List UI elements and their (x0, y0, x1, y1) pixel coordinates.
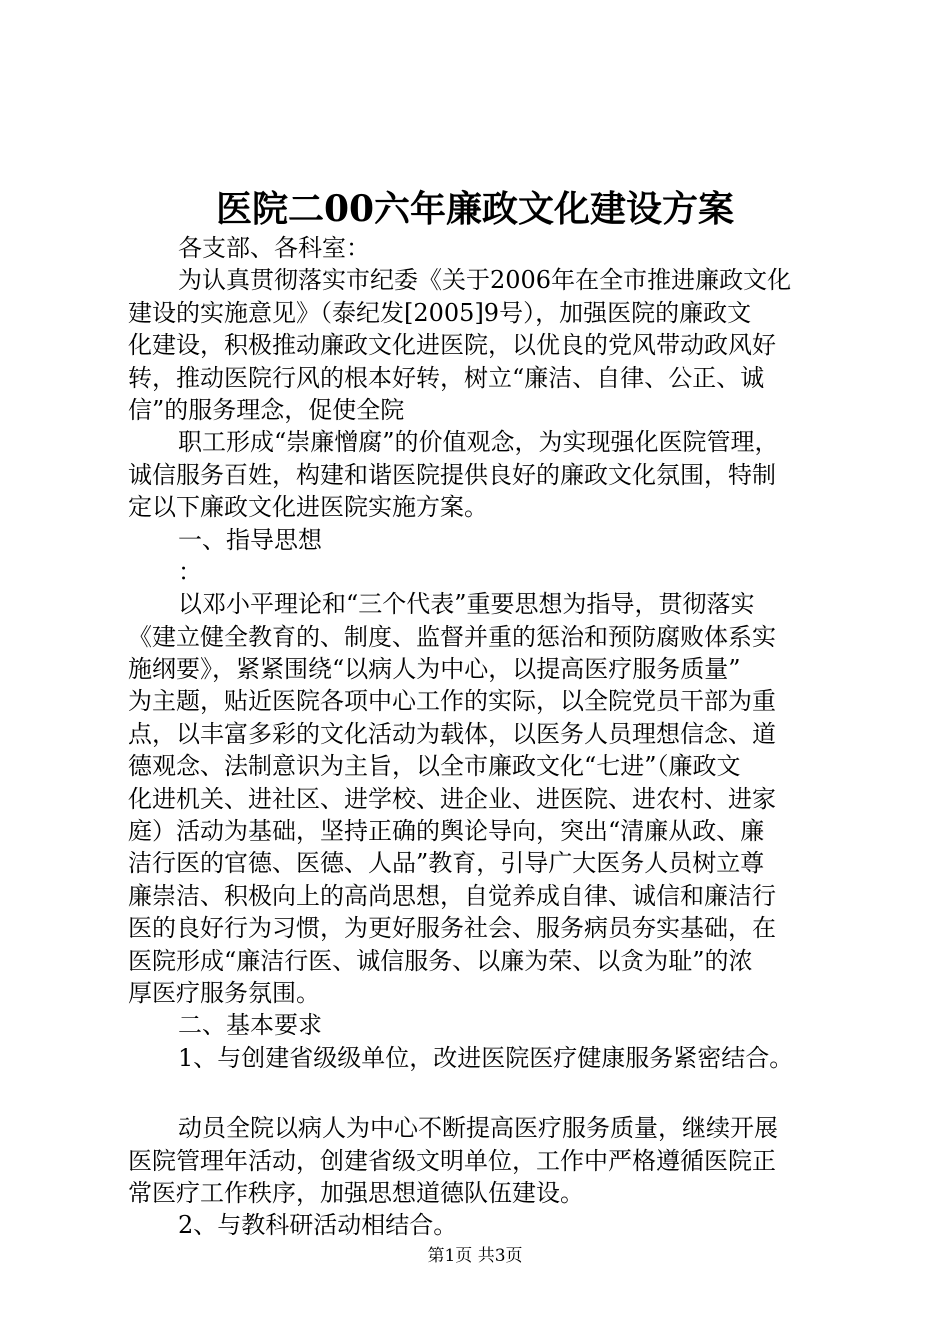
paragraph-line: 信”的服务理念，促使全院 (128, 395, 405, 424)
paragraph-line: 为主题，贴近医院各项中心工作的实际，以全院党员干部为重 (128, 687, 776, 716)
paragraph-line: 庭）活动为基础，坚持正确的舆论导向，突出“清廉从政、廉 (128, 817, 765, 846)
paragraph-line: 各支部、各科室： (178, 234, 370, 262)
paragraph-line: 医院管理年活动，创建省级文明单位，工作中严格遵循医院正 (128, 1146, 776, 1175)
paragraph-line: 2、与教科研活动相结合。 (178, 1211, 458, 1240)
page-footer: 第1页 共3页 (427, 1246, 523, 1266)
paragraph-line: 医院形成“廉洁行医、诚信服务、以廉为荣、以贪为耻”的浓 (128, 946, 753, 975)
paragraph-line: 化进机关、进社区、进学校、进企业、进医院、进农村、进家 (128, 784, 776, 813)
paragraph-line: 厚医疗服务氛围。 (128, 978, 320, 1007)
paragraph-line: 为认真贯彻落实市纪委《关于2006年在全市推进廉政文化 (178, 266, 792, 295)
paragraph-line: 职工形成“崇廉憎腐”的价值观念，为实现强化医院管理， (178, 428, 779, 457)
paragraph-line: 二、基本要求 (178, 1011, 322, 1040)
document-title: 医院二00六年廉政文化建设方案 (215, 188, 735, 230)
paragraph-line: 《建立健全教育的、制度、监督并重的惩治和预防腐败体系实 (128, 622, 776, 651)
paragraph-line: 以邓小平理论和“三个代表”重要思想为指导，贯彻落实 (178, 590, 755, 619)
paragraph-line: 德观念、法制意识为主旨，以全市廉政文化“七进”（廉政文 (128, 752, 741, 781)
paragraph-line: 1、与创建省级级单位，改进医院医疗健康服务紧密结合。 (178, 1043, 794, 1072)
paragraph-line: 动员全院以病人为中心不断提高医疗服务质量，继续开展 (178, 1114, 778, 1143)
paragraph-line: ： (178, 557, 202, 586)
paragraph-line: 点，以丰富多彩的文化活动为载体，以医务人员理想信念、道 (128, 719, 776, 748)
document-body (128, 232, 832, 1242)
paragraph-line: 建设的实施意见》（泰纪发[2005]9号），加强医院的廉政文 (128, 298, 752, 327)
paragraph-line: 定以下廉政文化进医院实施方案。 (128, 493, 488, 522)
paragraph-line: 廉崇洁、积极向上的高尚思想，自觉养成自律、诚信和廉洁行 (128, 881, 776, 910)
paragraph-line (128, 1074, 832, 1112)
paragraph-line: 一、指导思想 (178, 525, 322, 554)
paragraph-line: 施纲要》，紧紧围绕“以病人为中心，以提高医疗服务质量” (128, 655, 741, 684)
paragraph-line: 化建设，积极推动廉政文化进医院，以优良的党风带动政风好 (128, 331, 776, 360)
paragraph-line: 转，推动医院行风的根本好转，树立“廉洁、自律、公正、诚 (128, 363, 765, 392)
paragraph-line: 诚信服务百姓，构建和谐医院提供良好的廉政文化氛围，特制 (128, 460, 776, 489)
paragraph-line: 医的良好行为习惯，为更好服务社会、服务病员夯实基础，在 (128, 914, 776, 943)
paragraph-line: 常医疗工作秩序，加强思想道德队伍建设。 (128, 1178, 584, 1207)
paragraph-line: 洁行医的官德、医德、人品”教育，引导广大医务人员树立尊 (128, 849, 765, 878)
